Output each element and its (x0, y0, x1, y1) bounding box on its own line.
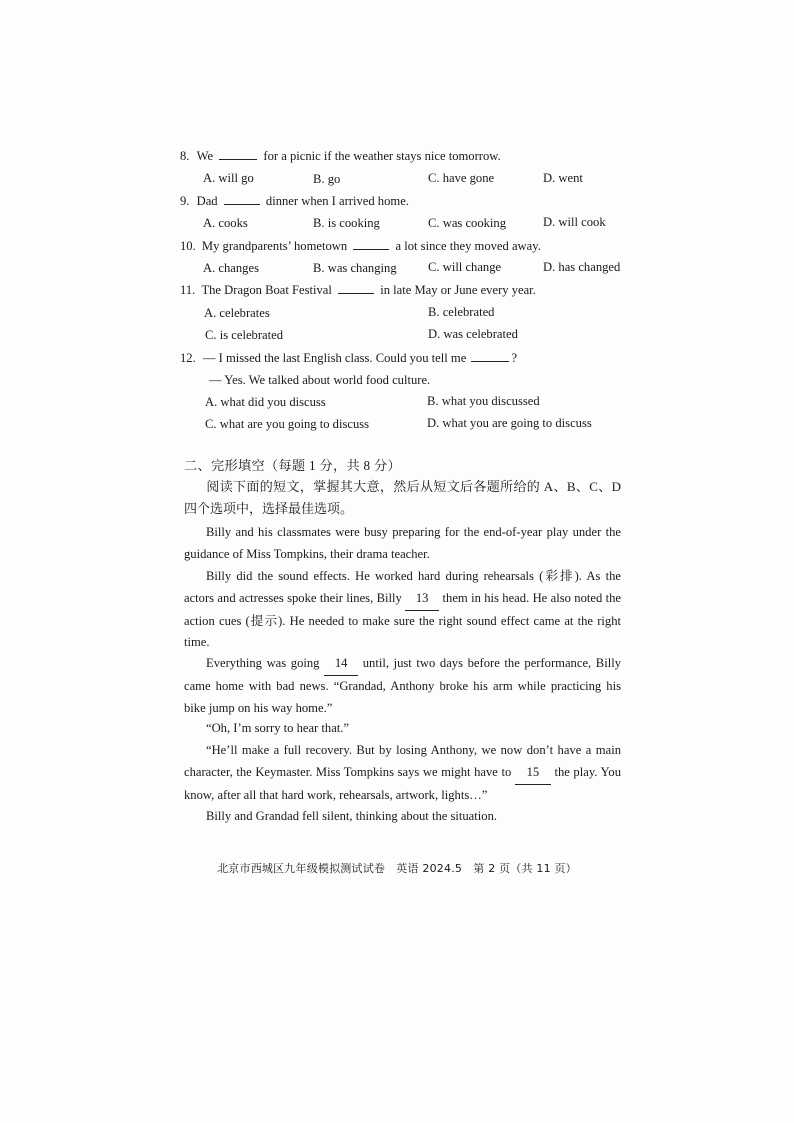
option-c: C. was cooking (428, 216, 507, 230)
answer-blank (219, 147, 257, 160)
option-a: A. celebrates (204, 306, 270, 320)
question-8 (180, 147, 501, 164)
answer-blank (353, 237, 389, 250)
question-11 (180, 281, 536, 298)
answer-blank (338, 281, 374, 294)
passage-paragraph-3: Everything was going 14 until, just two days before the performance, Billy came home with bad news. “Grandad, Anthony broke his arm while practicing his bike jump on his way home.” (184, 653, 621, 719)
option-d: D. has changed (543, 260, 621, 274)
option-a: A. cooks (203, 216, 248, 230)
question-stem-pre: The Dragon Boat Festival (201, 283, 332, 297)
question-12 (180, 349, 517, 366)
option-d: D. what you are going to discuss (427, 416, 592, 430)
answer-blank (471, 349, 509, 362)
answer-blank (224, 192, 260, 205)
cloze-blank-14: 14 (324, 653, 358, 676)
option-a: A. what did you discuss (205, 395, 326, 409)
passage-paragraph-2: Billy did the sound effects. He worked hard during rehearsals (彩排). As the actors and actresses spoke their lines, Billy 13 them in his head. He also noted the action cues (提示). He needed to make sure the right sound effect came at the right time. (184, 569, 621, 650)
option-a: A. will go (203, 171, 254, 185)
cloze-blank-15: 15 (515, 762, 551, 785)
option-c: C. what are you going to discuss (205, 417, 370, 431)
passage-paragraph-5: “He’ll make a full recovery. But by losing Anthony, we now don’t have a main character, the Keymaster. Miss Tompkins says we might have to 15 the play. You know, after all that hard work, rehearsals, artwork, lights…” (184, 743, 621, 802)
option-d: D. will cook (543, 215, 606, 229)
page-footer: 北京市西城区九年级模拟测试试卷 英语 2024.5 第 2 页（共 11 页） (217, 862, 577, 875)
option-d: D. was celebrated (428, 327, 518, 341)
question-number: 11. (180, 283, 196, 297)
option-c: C. is celebrated (205, 328, 284, 342)
question-stem-post: ? (511, 351, 518, 365)
question-number: 12. (180, 351, 196, 365)
passage-paragraph-1: Billy and his classmates were busy preparing for the end-of-year play under the guidance of Miss Tompkins, their drama teacher. (184, 525, 621, 561)
question-number: 8. (180, 149, 190, 163)
option-b: B. was changing (313, 261, 397, 275)
question-stem-pre: We (196, 149, 214, 163)
question-stem-pre: My grandparents’ hometown (201, 239, 348, 253)
option-b: B. is cooking (313, 216, 380, 230)
option-a: A. changes (203, 261, 259, 275)
question-stem-post: dinner when I arrived home. (265, 194, 409, 208)
question-stem-pre: — I missed the last English class. Could you tell me (202, 351, 467, 365)
section-instruction: 阅读下面的短文，掌握其大意，然后从短文后各题所给的 A、B、C、D 四个选项中，选择最佳选项。 (184, 479, 621, 516)
option-b: B. what you discussed (427, 394, 540, 408)
question-10 (180, 237, 541, 254)
question-stem-post: a lot since they moved away. (395, 239, 541, 253)
option-b: B. go (313, 172, 341, 186)
option-c: C. will change (428, 260, 502, 274)
option-c: C. have gone (428, 171, 495, 185)
question-stem-post: for a picnic if the weather stays nice tomorrow. (263, 149, 501, 163)
passage-paragraph-6: Billy and Grandad fell silent, thinking about the situation. (206, 809, 498, 823)
question-number: 10. (180, 239, 196, 253)
cloze-blank-13: 13 (405, 588, 439, 611)
passage-paragraph-4: “Oh, I’m sorry to hear that.” (206, 721, 350, 735)
question-stem-post: in late May or June every year. (380, 283, 536, 297)
option-b: B. celebrated (428, 305, 495, 319)
question-stem-pre: Dad (196, 194, 218, 208)
question-9 (180, 192, 409, 209)
section-heading: 二、完形填空（每题 1 分，共 8 分） (184, 458, 401, 473)
question-number: 9. (180, 194, 190, 208)
option-d: D. went (543, 171, 583, 185)
dialogue-reply: — Yes. We talked about world food culture. (209, 373, 431, 387)
